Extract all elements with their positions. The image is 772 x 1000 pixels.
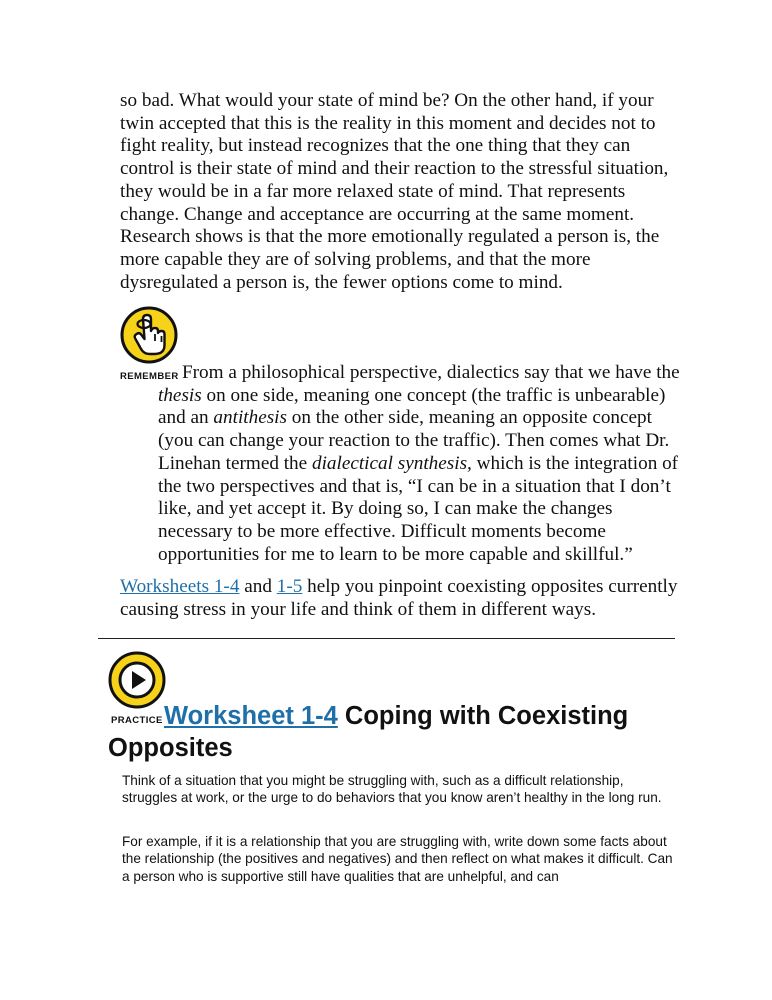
remember-label: REMEMBER xyxy=(120,371,179,382)
remember-text: From a philosophical perspective, dialectics say that we have the xyxy=(182,362,680,383)
term-thesis: thesis xyxy=(158,384,202,406)
worksheets-paragraph xyxy=(120,576,680,621)
practice-label: PRACTICE xyxy=(111,715,163,726)
term-antithesis: antithesis xyxy=(213,407,287,429)
remember-text: which is the integration of the two perspectives and that is, “I can be in a situation that I don’t like, and yet accept it. By doing so, I can make the changes necessary to be more effective. Difficult moments become opportunities for me to learn to be more capable and skillful.” xyxy=(158,452,679,565)
remember-finger-icon xyxy=(119,305,179,365)
remember-text: on one side, meaning one concept (the traffic is unbearable) and an xyxy=(158,384,666,429)
heading-title-text: Coping with Coexisting Opposites xyxy=(108,702,629,762)
term-dialectical-synthesis: dialectical synthesis, xyxy=(311,452,472,474)
worksheet-intro-text: Think of a situation that you might be struggling with, such as a difficult relationship, struggles at work, or the urge to do behaviors that you know aren’t healthy in the long run. xyxy=(122,773,662,806)
worksheet-1-4-heading-link[interactable]: Worksheet 1-4 xyxy=(164,702,338,730)
body-paragraph: so bad. What would your state of mind be? On the other hand, if your twin accepted that this is the reality in this moment and decides not to fight reality, but instead recognizes that the one thing that they can control is their state of mind and their reaction to the stressful situation, they would be in a far more relaxed state of mind. That represents change. Change and acceptance are occurring at the same moment. Research shows is that the more emotionally regulated a person is, the more capable they are of solving problems, and that the more dysregulated a person is, the fewer options come to mind. xyxy=(120,90,669,293)
worksheet-example-text: For example, if it is a relationship that you are struggling with, write down some facts about the relationship (the positives and negatives) and then reflect on what makes it difficult. Can a person who is supportive still have qualities that are unhelpful, and can xyxy=(122,834,673,884)
remember-paragraph xyxy=(158,362,683,566)
worksheets-1-4-link[interactable]: Worksheets 1-4 xyxy=(120,576,240,597)
paragraph-text: help you pinpoint coexisting opposites currently causing stress in your life and think of them in different ways. xyxy=(120,576,678,620)
worksheet-heading xyxy=(108,700,708,764)
remember-text: on the other side, meaning an opposite concept (you can change your reaction to the traffic). Then comes what Dr. Linehan termed the xyxy=(158,407,670,474)
worksheet-1-5-link[interactable]: 1-5 xyxy=(276,576,303,597)
paragraph-text: and xyxy=(239,576,277,597)
section-divider xyxy=(98,638,675,639)
